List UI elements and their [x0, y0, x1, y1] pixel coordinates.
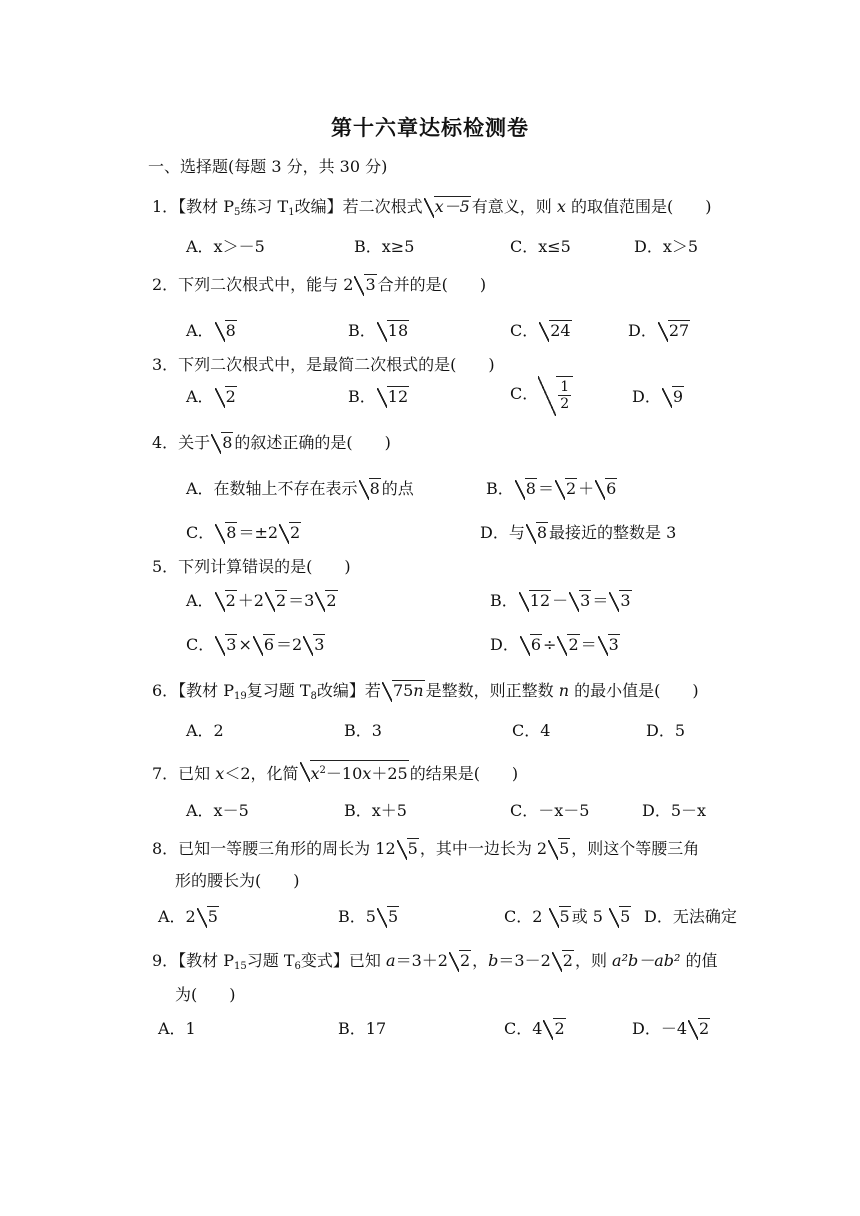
q7-option-a: A．x－5: [186, 801, 249, 820]
q3-option-a: A． 2: [186, 387, 236, 406]
question-2: 2．下列二次根式中，能与 2 3 合并的是( ): [152, 275, 487, 294]
q5-option-a: A． 2 ＋2 2 ＝3 2: [186, 591, 337, 610]
question-8: 8．已知一等腰三角形的周长为 12 5 ，其中一边长为 2 5 ，则这个等腰三角: [152, 839, 700, 858]
q4-option-b: B． 8 ＝ 2 ＋ 6: [486, 479, 617, 498]
q9-option-a: A．1: [158, 1019, 196, 1038]
q6-option-d: D．5: [646, 721, 686, 740]
q9-option-b: B．17: [338, 1019, 387, 1038]
q8-option-a: A．2 5: [158, 907, 218, 926]
q3-option-d: D． 9: [632, 387, 684, 406]
question-4: 4．关于 8 的叙述正确的是( ): [152, 433, 391, 452]
q9-option-d: D．－4 2: [632, 1019, 710, 1038]
q4-option-d: D．与 8 最接近的整数是 3: [480, 523, 677, 542]
sqrt-expr: x－5: [424, 196, 471, 218]
q1-option-c: C．x≤5: [510, 237, 571, 256]
question-9-line-2: 为( ): [175, 985, 236, 1004]
question-1: 1．【教材 $P_5$练习 $T_1$改编】若二次根式 x－5 有意义，则 x 的取值范围是( ): [152, 197, 712, 218]
q2-option-d: D． 27: [628, 321, 690, 340]
q6-option-a: A．2: [186, 721, 224, 740]
q4-option-a: A．在数轴上不存在表示 8 的点: [186, 479, 414, 498]
q9-option-c: C．4 2: [504, 1019, 565, 1038]
q2-option-b: B． 18: [348, 321, 409, 340]
q5-option-b: B． 12 － 3 ＝ 3: [490, 591, 631, 610]
q2-option-a: A． 8: [186, 321, 236, 340]
section-heading: 一、选择题(每题 3 分，共 30 分): [148, 157, 388, 176]
question-9: 9．【教材 $P_{15}$习题 $T_6$变式】已知 a＝3＋2 2 ，b＝3－2 2 ，则 a²b－ab² 的值: [152, 951, 718, 972]
question-3: 3．下列二次根式中，是最简二次根式的是( ): [152, 355, 495, 374]
page-title: 第十六章达标检测卷: [331, 116, 529, 140]
q3-option-c: C． $\frac{1}{2}$: [510, 376, 573, 412]
q8-option-b: B．5 5: [338, 907, 399, 926]
q7-option-d: D．5－x: [642, 801, 707, 820]
q8-option-d: D．无法确定: [644, 907, 737, 926]
q5-option-c: C． 3 × 6 ＝2 3: [186, 635, 325, 654]
q7-option-b: B．x＋5: [344, 801, 407, 820]
question-6: 6．【教材 $P_{19}$复习题 $T_8$改编】若 75n 是整数，则正整数 n 的最小值是( ): [152, 681, 699, 702]
question-7: 7．已知 x＜2，化简 $x^2-10x+25$ 的结果是( ): [152, 760, 518, 785]
q8-option-c: C．2 5 或 5 5: [504, 907, 631, 926]
question-8-line-2: 形的腰长为( ): [175, 871, 300, 890]
q4-option-c: C． 8 ＝±2 2: [186, 523, 301, 542]
q7-option-c: C．－x－5: [510, 801, 590, 820]
q6-option-c: C．4: [512, 721, 551, 740]
q3-option-b: B． 12: [348, 387, 409, 406]
q1-option-a: A．x＞－5: [186, 237, 265, 256]
q1-option-d: D．x＞5: [634, 237, 699, 256]
question-5: 5．下列计算错误的是( ): [152, 557, 351, 576]
q2-option-c: C． 24: [510, 321, 571, 340]
q5-option-d: D． 6 ÷ 2 ＝ 3: [490, 635, 619, 654]
q1-option-b: B．x≥5: [354, 237, 415, 256]
q6-option-b: B．3: [344, 721, 382, 740]
